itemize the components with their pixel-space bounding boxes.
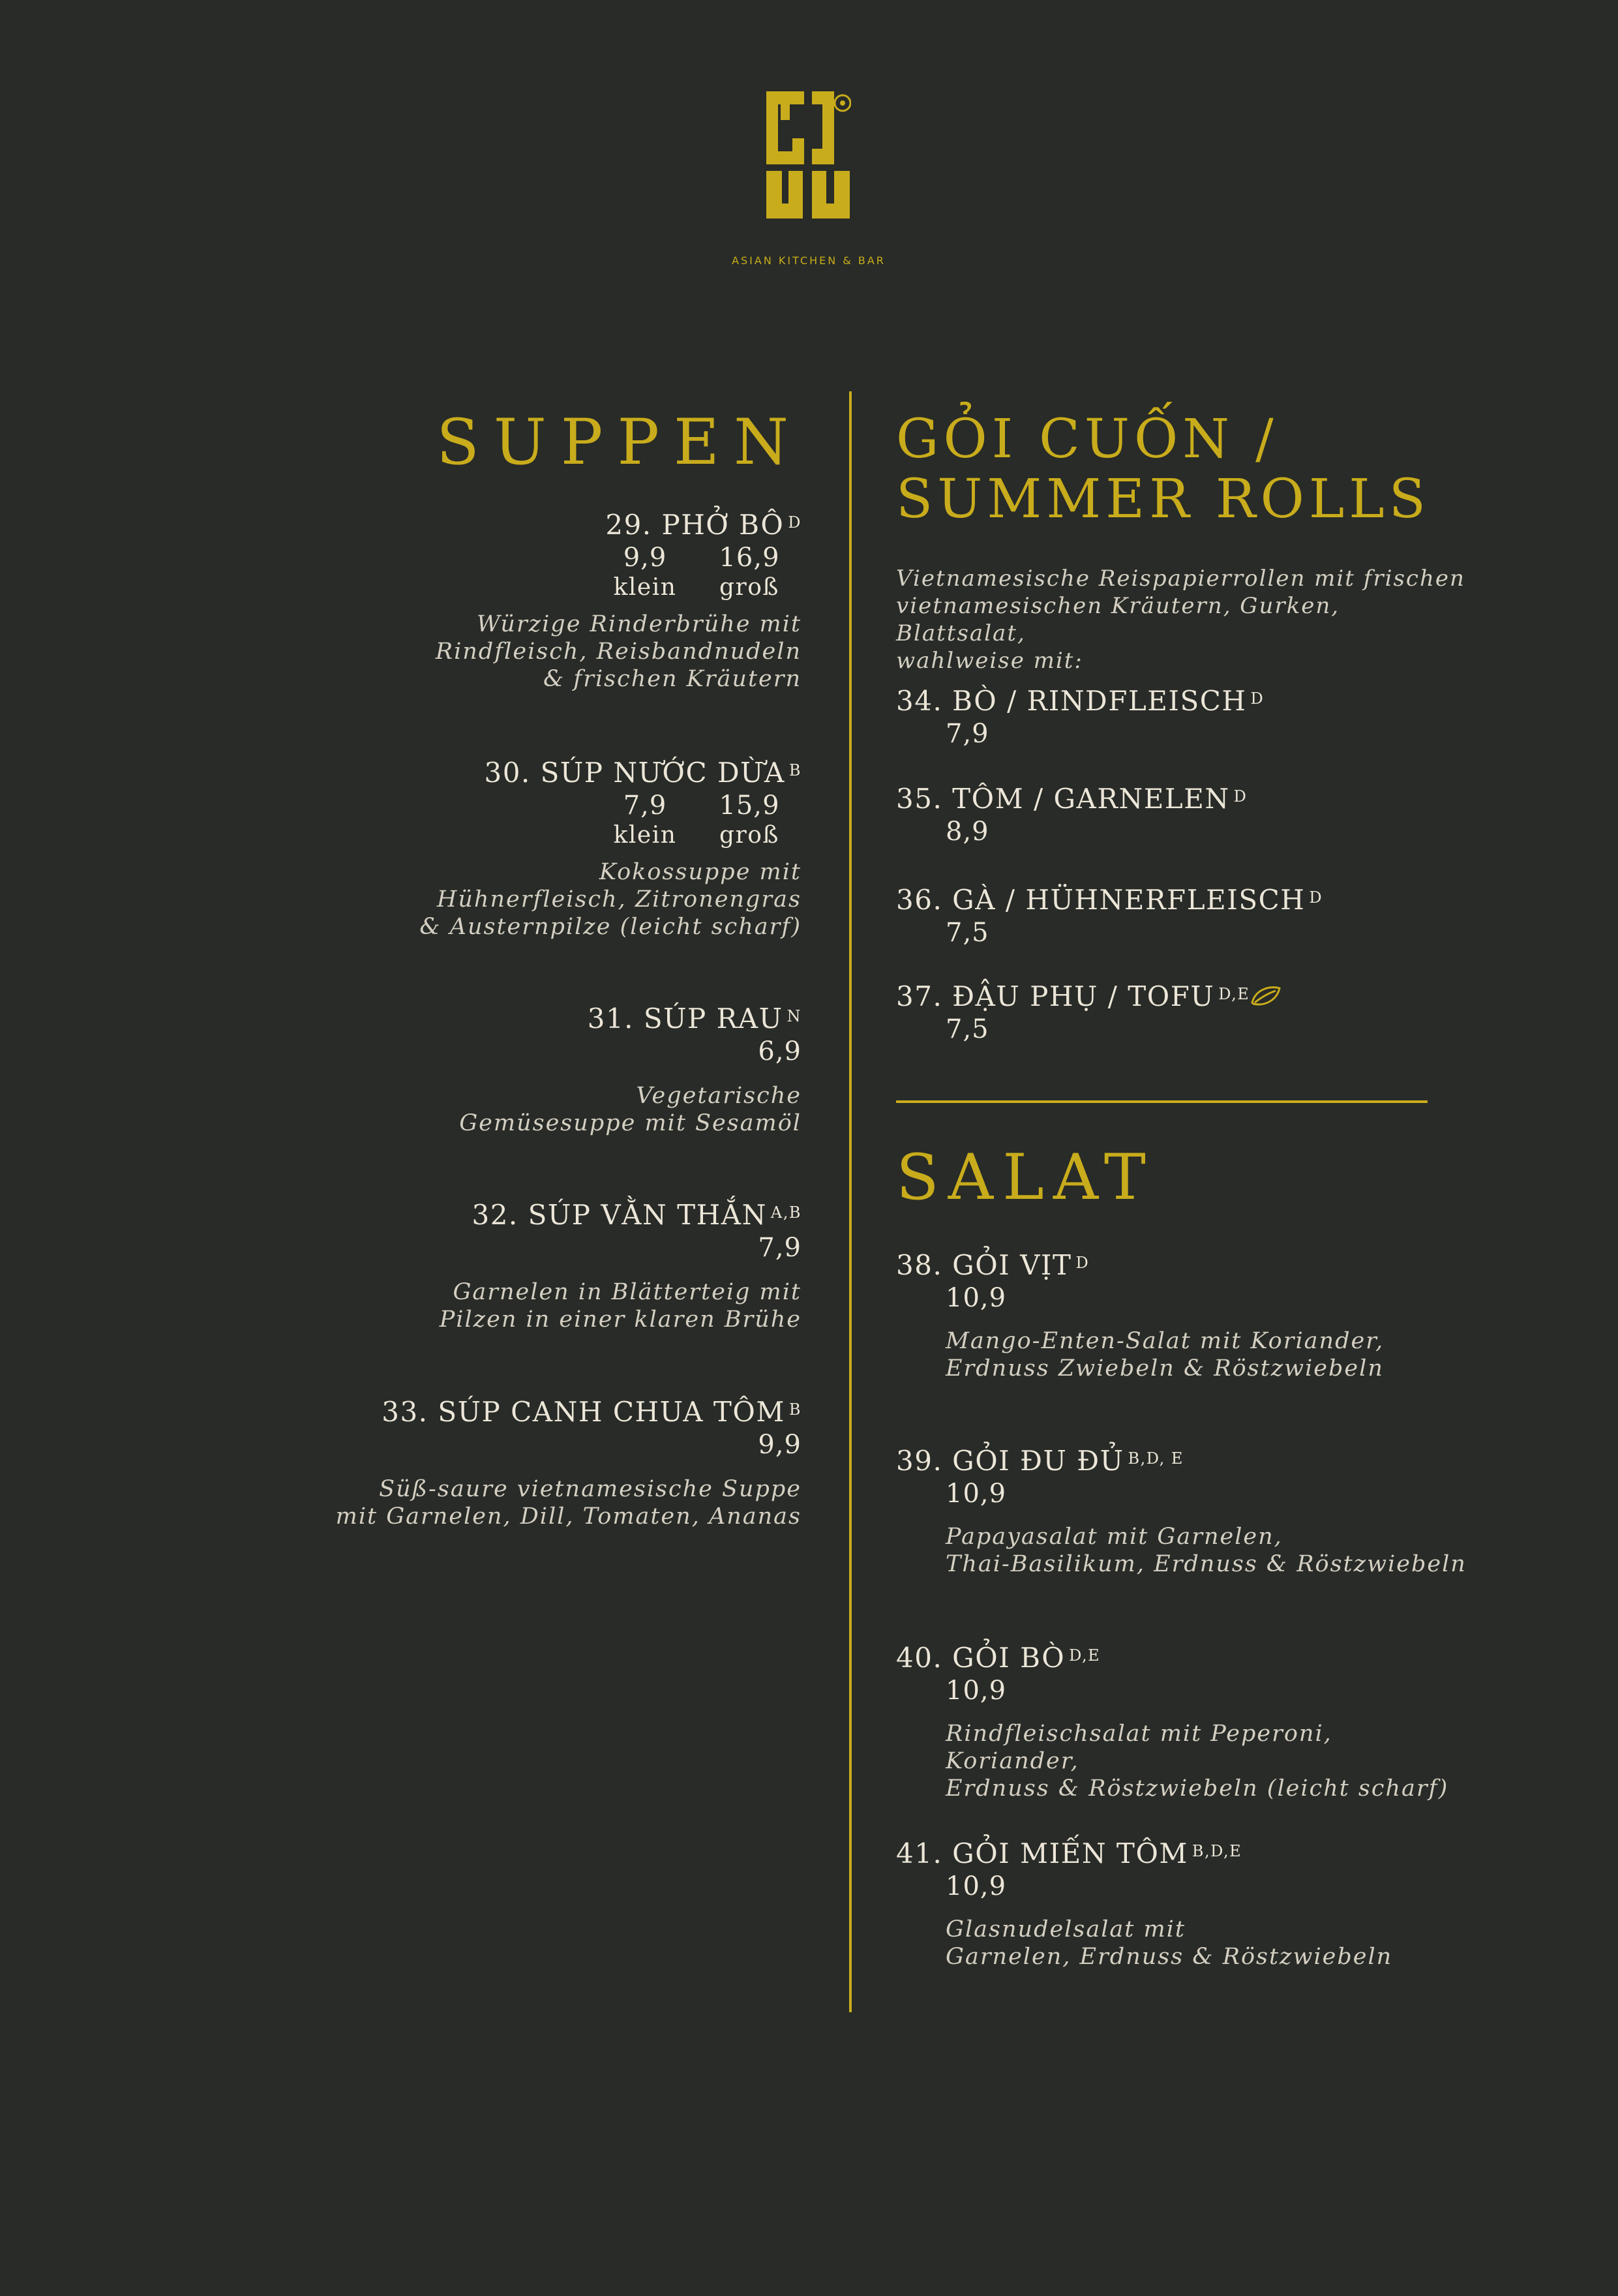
item-name: 38. GỎI VỊT bbox=[896, 1249, 1072, 1281]
item-name: 39. GỎI ĐU ĐỦ bbox=[896, 1445, 1124, 1477]
item-description: Süß-saure vietnamesische Suppe bbox=[379, 1476, 802, 1502]
item-name: 29. PHỞ BÔ bbox=[605, 509, 785, 541]
allergen-code: A,B bbox=[770, 1203, 802, 1222]
section-title-line: GỎI CUỐN / bbox=[896, 408, 1278, 470]
menu-item bbox=[896, 1837, 1470, 1971]
intro-line: Vietnamesische Reispapierrollen mit frischen bbox=[896, 566, 1465, 592]
item-description: Glasnudelsalat mit bbox=[946, 1916, 1186, 1942]
size-large-label: groß bbox=[719, 574, 779, 601]
allergen-code: D,E bbox=[1069, 1646, 1101, 1665]
menu-item bbox=[896, 685, 1470, 750]
item-name: 31. SÚP RAU bbox=[587, 1003, 783, 1035]
menu-item bbox=[896, 884, 1470, 949]
menu-item bbox=[896, 783, 1470, 848]
item-price: 7,5 bbox=[946, 918, 989, 948]
price-small: 9,9 bbox=[623, 543, 667, 573]
item-name: 30. SÚP NƯỚC DỪA bbox=[484, 757, 785, 789]
price-small: 7,9 bbox=[623, 791, 667, 821]
menu-item bbox=[896, 1642, 1470, 1802]
menu-item bbox=[280, 757, 802, 941]
item-name: 35. TÔM / GARNELEN bbox=[896, 783, 1230, 815]
menu-item bbox=[896, 1445, 1470, 1578]
allergen-code: B bbox=[788, 761, 802, 779]
item-price: 10,9 bbox=[946, 1479, 1007, 1509]
menu-item bbox=[280, 1396, 802, 1530]
item-price: 6,9 bbox=[758, 1036, 802, 1066]
item-price: 7,5 bbox=[946, 1014, 989, 1044]
allergen-code: D bbox=[1250, 689, 1265, 708]
size-large-label: groß bbox=[719, 822, 779, 849]
allergen-code: B bbox=[788, 1400, 802, 1419]
intro-line: wahlweise mit: bbox=[896, 648, 1083, 674]
mu-logo-icon bbox=[766, 91, 851, 219]
item-price: 10,9 bbox=[946, 1283, 1007, 1313]
item-name: 37. ĐẬU PHỤ / TOFU bbox=[896, 980, 1215, 1012]
item-name: 33. SÚP CANH CHUA TÔM bbox=[382, 1396, 785, 1428]
allergen-code: B,D, E bbox=[1128, 1449, 1184, 1468]
item-description: Vegetarische bbox=[636, 1083, 802, 1109]
item-name: 40. GỎI BÒ bbox=[896, 1642, 1066, 1674]
column-divider bbox=[849, 391, 852, 2012]
item-price: 7,9 bbox=[758, 1233, 802, 1263]
item-price: 10,9 bbox=[946, 1676, 1007, 1706]
item-price: 8,9 bbox=[946, 817, 989, 847]
item-description: Gemüsesuppe mit Sesamöl bbox=[459, 1110, 802, 1136]
menu-item bbox=[280, 1003, 802, 1137]
item-description: Thai-Basilikum, Erdnuss & Röstzwiebeln bbox=[946, 1551, 1467, 1577]
item-description: mit Garnelen, Dill, Tomaten, Ananas bbox=[335, 1503, 802, 1530]
menu-item bbox=[280, 1199, 802, 1333]
section-title-salat: SALAT bbox=[896, 1141, 1155, 1214]
menu-item bbox=[896, 980, 1470, 1046]
allergen-code: D bbox=[1233, 787, 1248, 806]
item-description: Garnelen, Erdnuss & Röstzwiebeln bbox=[946, 1944, 1393, 1970]
item-name: 32. SÚP VẰN THẮN bbox=[472, 1199, 767, 1231]
item-description: Erdnuss Zwiebeln & Röstzwiebeln bbox=[946, 1355, 1384, 1382]
item-price: 7,9 bbox=[946, 719, 989, 749]
allergen-code: N bbox=[787, 1007, 802, 1025]
allergen-code: D bbox=[1309, 888, 1323, 907]
item-description: & Austernpilze (leicht scharf) bbox=[419, 914, 802, 940]
allergen-code: D bbox=[1075, 1254, 1090, 1272]
allergen-code: D,E bbox=[1218, 985, 1250, 1003]
allergen-code: D bbox=[788, 513, 802, 532]
allergen-code: B,D,E bbox=[1191, 1842, 1242, 1860]
item-description: Rindfleischsalat mit Peperoni, Koriander, bbox=[946, 1721, 1332, 1774]
item-description: Kokossuppe mit bbox=[599, 859, 802, 885]
item-description: Erdnuss & Röstzwiebeln (leicht scharf) bbox=[946, 1775, 1449, 1802]
item-description: & frischen Kräutern bbox=[543, 666, 802, 692]
brand-tagline: ASIAN KITCHEN & BAR bbox=[732, 254, 886, 267]
size-small-label: klein bbox=[613, 822, 677, 849]
menu-item bbox=[896, 1249, 1470, 1382]
item-name: 34. BÒ / RINDFLEISCH bbox=[896, 685, 1247, 717]
item-description: Hühnerfleisch, Zitronengras bbox=[436, 886, 802, 913]
item-description: Garnelen in Blätterteig mit bbox=[453, 1279, 802, 1305]
intro-line: vietnamesischen Kräutern, Gurken, Blattsalat, bbox=[896, 593, 1340, 646]
price-large: 16,9 bbox=[719, 543, 780, 573]
size-small-label: klein bbox=[613, 574, 677, 601]
item-description: Pilzen in einer klaren Brühe bbox=[439, 1307, 802, 1333]
item-description: Würzige Rinderbrühe mit bbox=[476, 611, 802, 637]
menu-item bbox=[280, 509, 802, 693]
price-large: 15,9 bbox=[719, 791, 780, 821]
section-separator bbox=[896, 1100, 1428, 1103]
section-title-suppen: SUPPEN bbox=[436, 406, 803, 479]
section-title-line: SUMMER ROLLS bbox=[896, 468, 1430, 530]
item-description: Papayasalat mit Garnelen, bbox=[946, 1524, 1283, 1550]
section-intro bbox=[896, 565, 1470, 674]
item-description: Mango-Enten-Salat mit Koriander, bbox=[946, 1328, 1385, 1354]
item-price: 10,9 bbox=[946, 1871, 1007, 1901]
section-title-summer-rolls bbox=[896, 410, 1430, 530]
item-description: Rindfleisch, Reisbandnudeln bbox=[435, 639, 802, 665]
vegan-leaf-icon bbox=[1250, 983, 1282, 1009]
item-price: 9,9 bbox=[758, 1430, 802, 1460]
item-name: 36. GÀ / HÜHNERFLEISCH bbox=[896, 884, 1306, 916]
item-name: 41. GỎI MIẾN TÔM bbox=[896, 1837, 1188, 1869]
